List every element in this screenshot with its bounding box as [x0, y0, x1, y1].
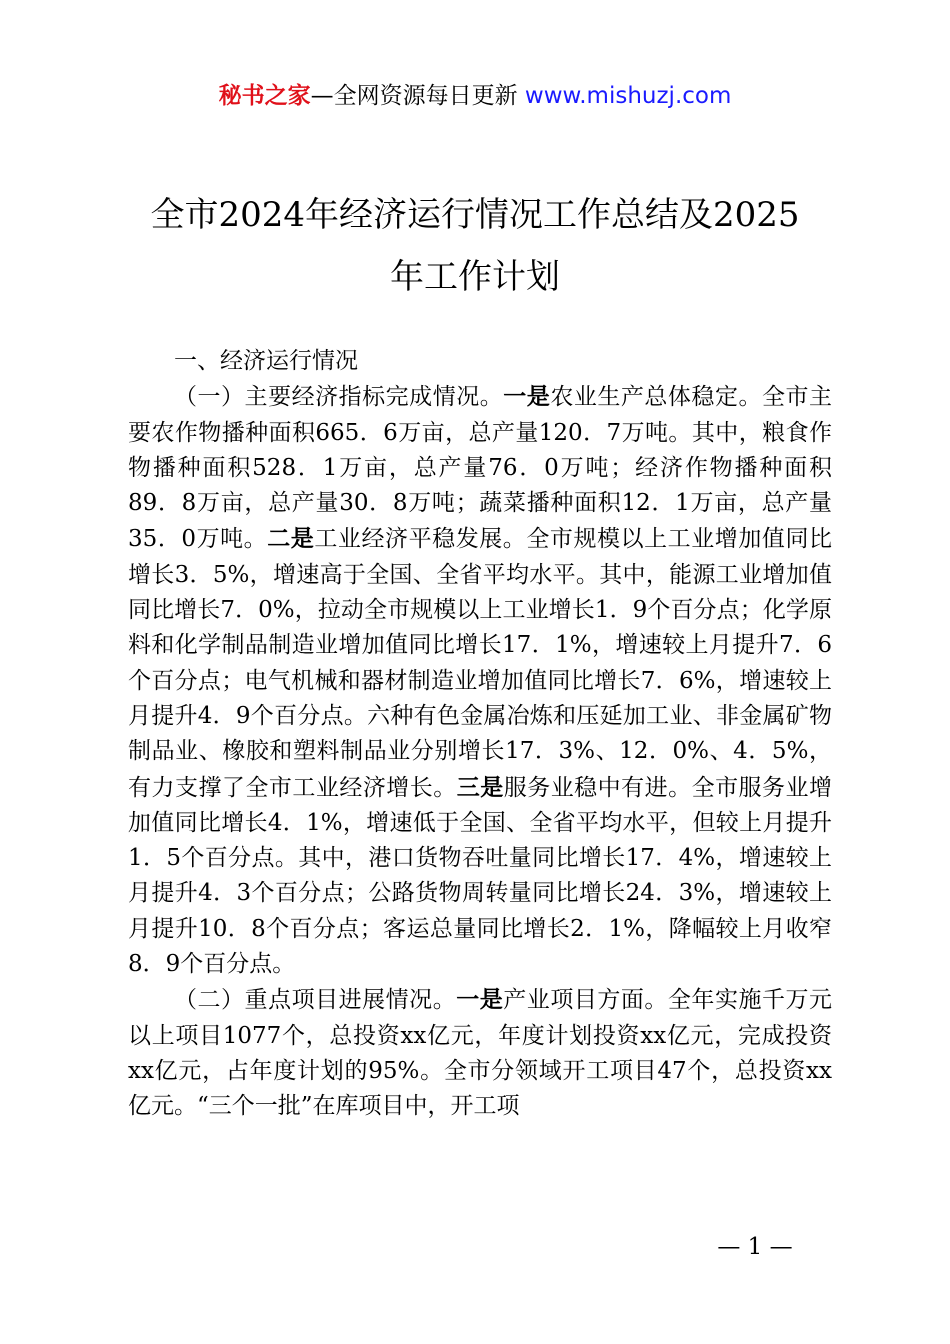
paragraph-text: 工业经济平稳发展。全市规模以上工业增加值同比增长3．5%，增速高于全国、全省平均水平。其中，能源工业增加值同比增长7．0%，拉动全市规模以上工业增长1．9个百分点；化学原料和化学制品制造业增加值同比增长17．1%，增速较上月提升7．6个百分点；电气机械和器材制造业增加值同比增长7．6%，增速较上月提升4．9个百分点。六种有色金属冶炼和压延加工业、非金属矿物制品业、橡胶和塑料制品业分别增长17．3%、12．0%、4．5%，有力支撑了全市工业经济增长。 [128, 526, 833, 801]
document-title [128, 184, 822, 308]
section-heading: 一、经济运行情况 [174, 348, 358, 374]
title-line-2: 年工作计划 [390, 257, 560, 297]
site-header [0, 80, 950, 112]
lead-label: 三是 [456, 773, 504, 801]
paragraph-indicators [128, 379, 832, 982]
site-url-link[interactable]: www.mishuzj.com [524, 83, 732, 109]
paragraph-text: 产业项目方面。全年实施千万元以上项目1077个，总投资xx亿元，年度计划投资xx亿元，完成投资xx亿元，占年度计划的95%。全市分领域开工项目47个，总投资xx亿元。“三个一批”在库项目中，开工项 [128, 987, 833, 1120]
document-body [128, 344, 832, 1125]
lead-label: 一是 [503, 383, 551, 411]
title-line-1: 全市2024年经济运行情况工作总结及2025 [150, 195, 800, 235]
page-number: — 1 — [717, 1234, 793, 1260]
lead-label: 二是 [267, 525, 315, 553]
site-brand: 秘书之家 [218, 83, 311, 109]
subsection-heading: （二）重点项目进展情况。 [174, 987, 457, 1014]
paragraph-text: 农业生产总体稳定。全市主要农作物播种面积665．6万亩，总产量120．7万吨。其中，粮食作物播种面积528．1万亩，总产量76．0万吨；经济作物播种面积89．8万亩，总产量30．8万吨；蔬菜播种面积12．1万亩，总产量35．0万吨。 [128, 384, 833, 553]
subsection-heading: （一）主要经济指标完成情况。 [174, 384, 504, 411]
lead-label: 一是 [456, 986, 504, 1014]
paragraph-projects [128, 982, 832, 1124]
paragraph-text: 服务业稳中有进。全市服务业增加值同比增长4．1%，增速低于全国、全省平均水平，但较上月提升1．5个百分点。其中，港口货物吞吐量同比增长17．4%，增速较上月提升4．3个百分点；公路货物周转量同比增长24．3%，增速较上月提升10．8个百分点；客运总量同比增长2．1%，降幅较上月收窄8．9个百分点。 [128, 774, 833, 978]
site-tagline: —全网资源每日更新 [310, 83, 518, 109]
